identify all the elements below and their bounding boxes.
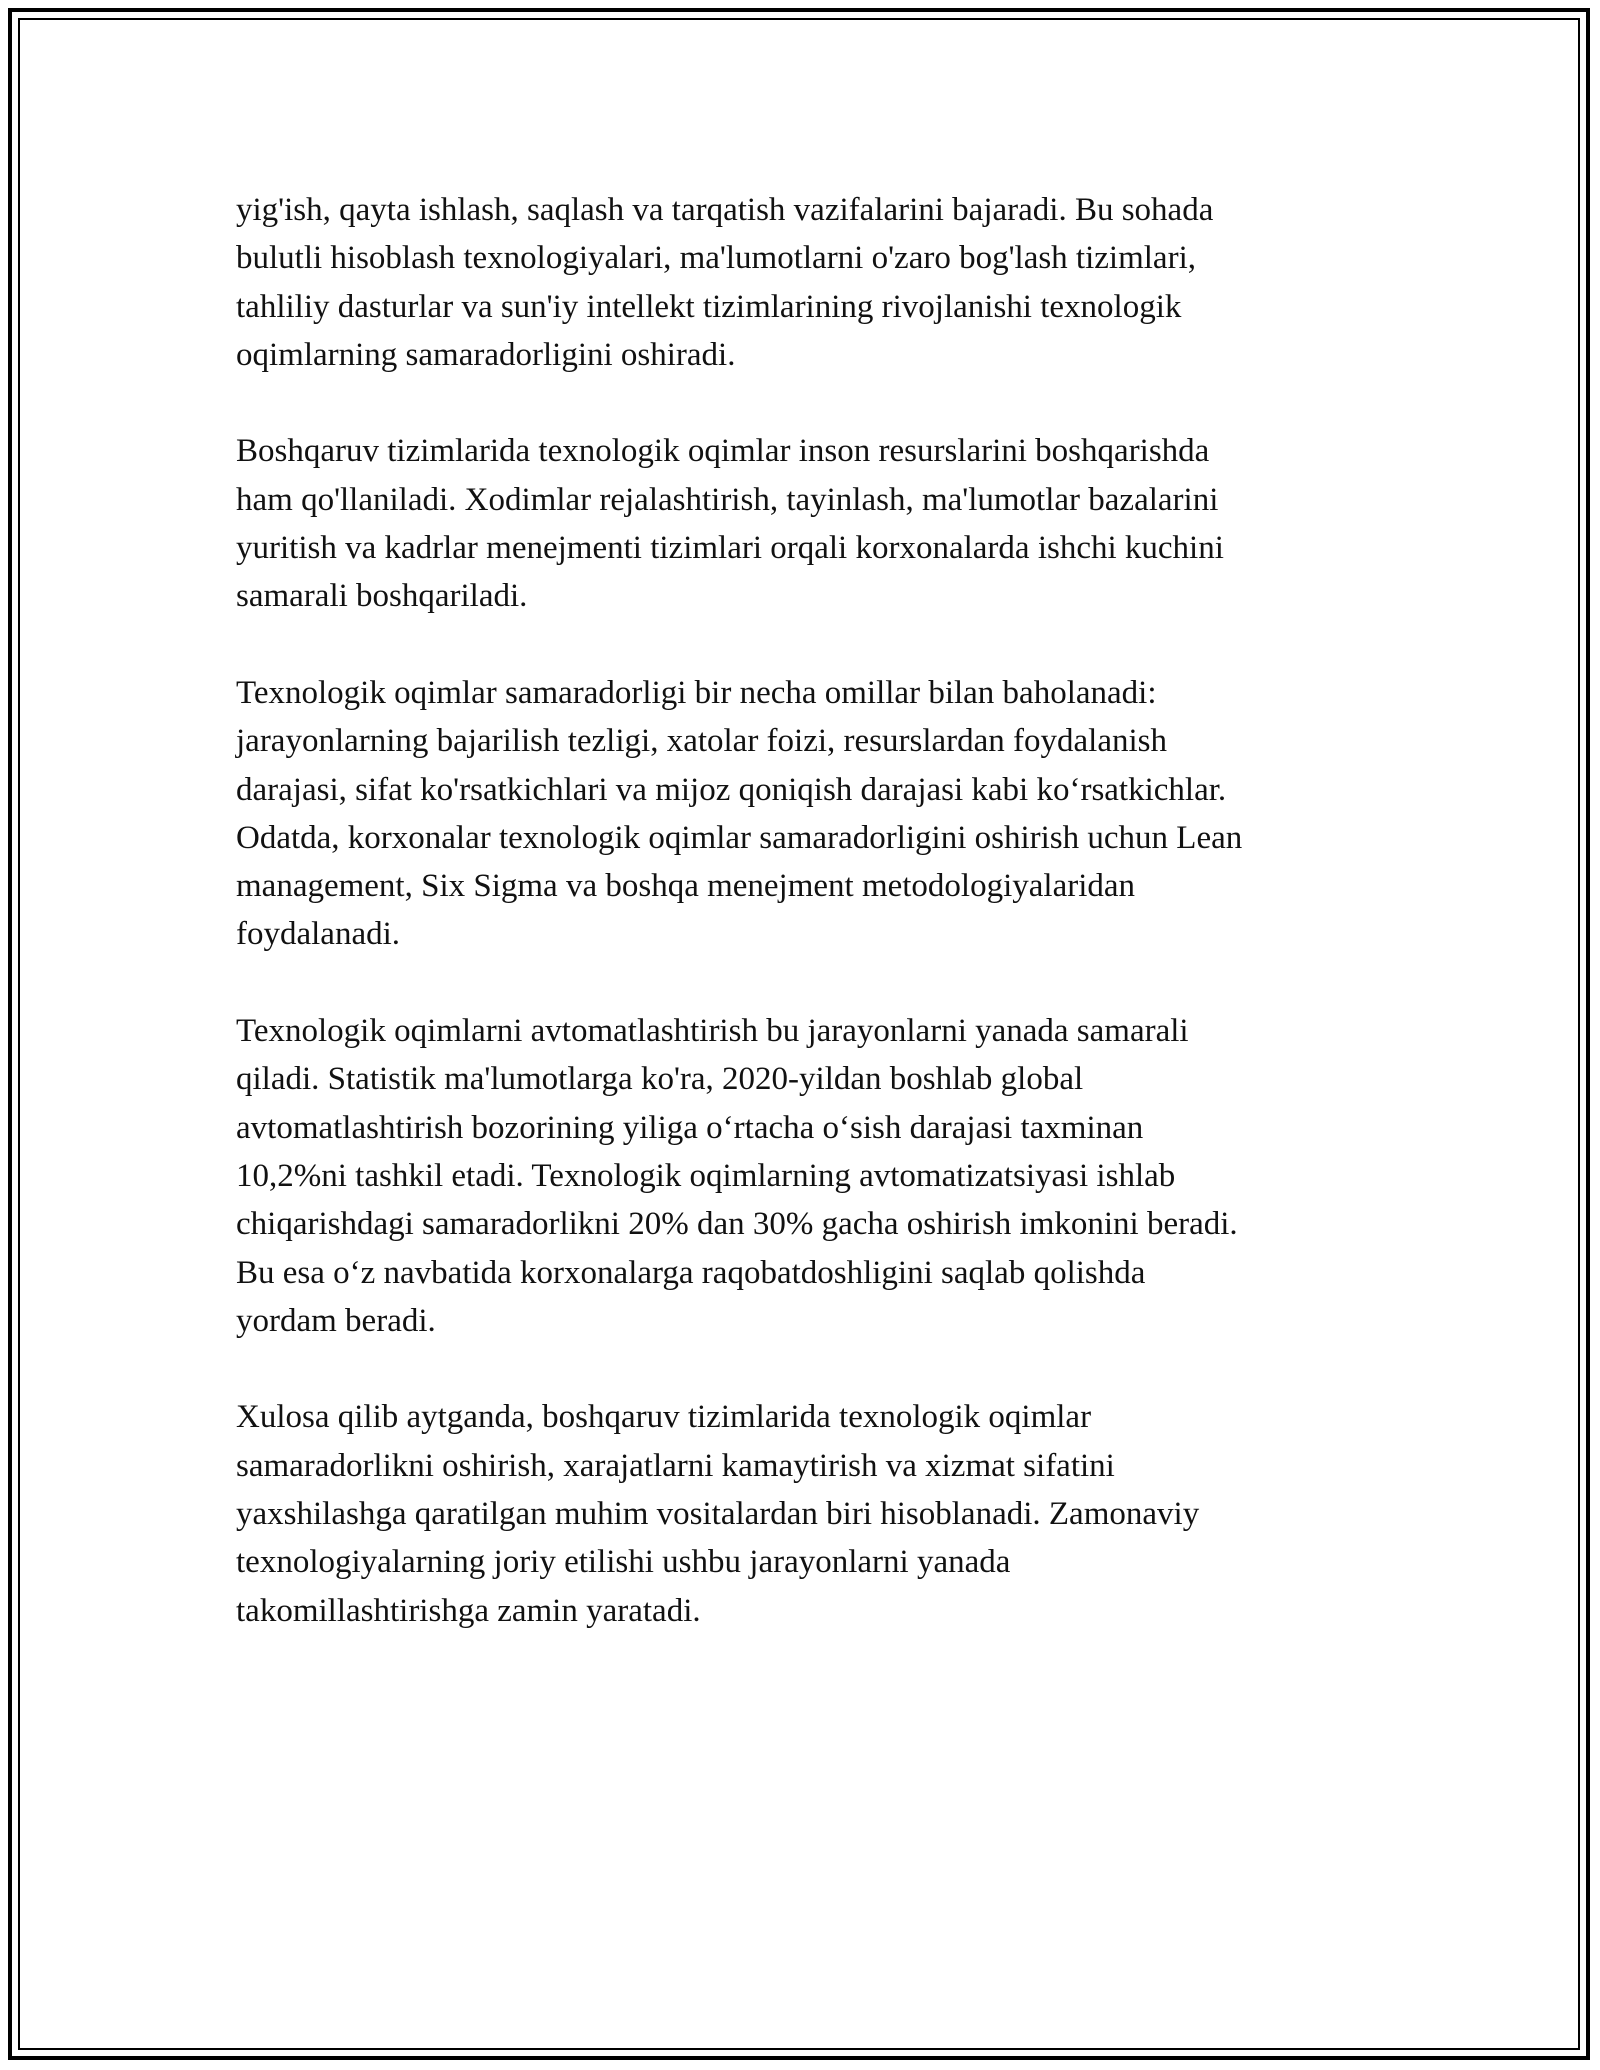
- paragraph-efficiency-factors: Texnologik oqimlar samaradorligi bir necha omillar bilan baholanadi: jarayonlarning bajarilish tezligi, xatolar foizi, resurslardan foydalanish darajasi, sifat ko'rsatkichlari va mijoz qoniqish darajasi kabi ko‘rsatkichlar. Odatda, korxonalar texnologik oqimlar samaradorligini oshirish uchun Lean management, Six Sigma va boshqa menejment metodologiyalaridan foydalanadi.: [236, 674, 1243, 953]
- paragraph-conclusion: Xulosa qilib aytganda, boshqaruv tizimlarida texnologik oqimlar samaradorlikni oshirish, xarajatlarni kamaytirish va xizmat sifatini yaxshilashga qaratilgan muhim vositalardan biri hisoblanadi. Zamonaviy texnologiyalarning joriy etilishi ushbu jarayonlarni yanada takomillashtirishga zamin yaratadi.: [236, 1399, 1200, 1629]
- document-body: [236, 186, 1376, 1683]
- paragraph-data-processing: yig'ish, qayta ishlash, saqlash va tarqatish vazifalarini bajaradi. Bu sohada bulutli hisoblash texnologiyalari, ma'lumotlarni o'zaro bog'lash tizimlari, tahliliy dasturlar va sun'iy intellekt tizimlarining rivojlanishi texnologik oqimlarning samaradorligini oshiradi.: [236, 192, 1214, 373]
- paragraph-human-resources: Boshqaruv tizimlarida texnologik oqimlar inson resurslarini boshqarishda ham qo'llaniladi. Xodimlar rejalashtirish, tayinlash, ma'lumotlar bazalarini yuritish va kadrlar menejmenti tizimlari orqali korxonalarda ishchi kuchini samarali boshqariladi.: [236, 433, 1224, 615]
- paragraph-automation: Texnologik oqimlarni avtomatlashtirish bu jarayonlarni yanada samarali qiladi. Statistik ma'lumotlarga ko'ra, 2020-yildan boshlab global avtomatlashtirish bozorining yiliga o‘rtacha o‘sish darajasi taxminan 10,2%ni tashkil etadi. Texnologik oqimlarning avtomatizatsiyasi ishlab chiqarishdagi samaradorlikni 20% dan 30% gacha oshirish imkonini beradi. Bu esa o‘z navbatida korxonalarga raqobatdoshligini saqlab qolishda yordam beradi.: [236, 1013, 1238, 1339]
